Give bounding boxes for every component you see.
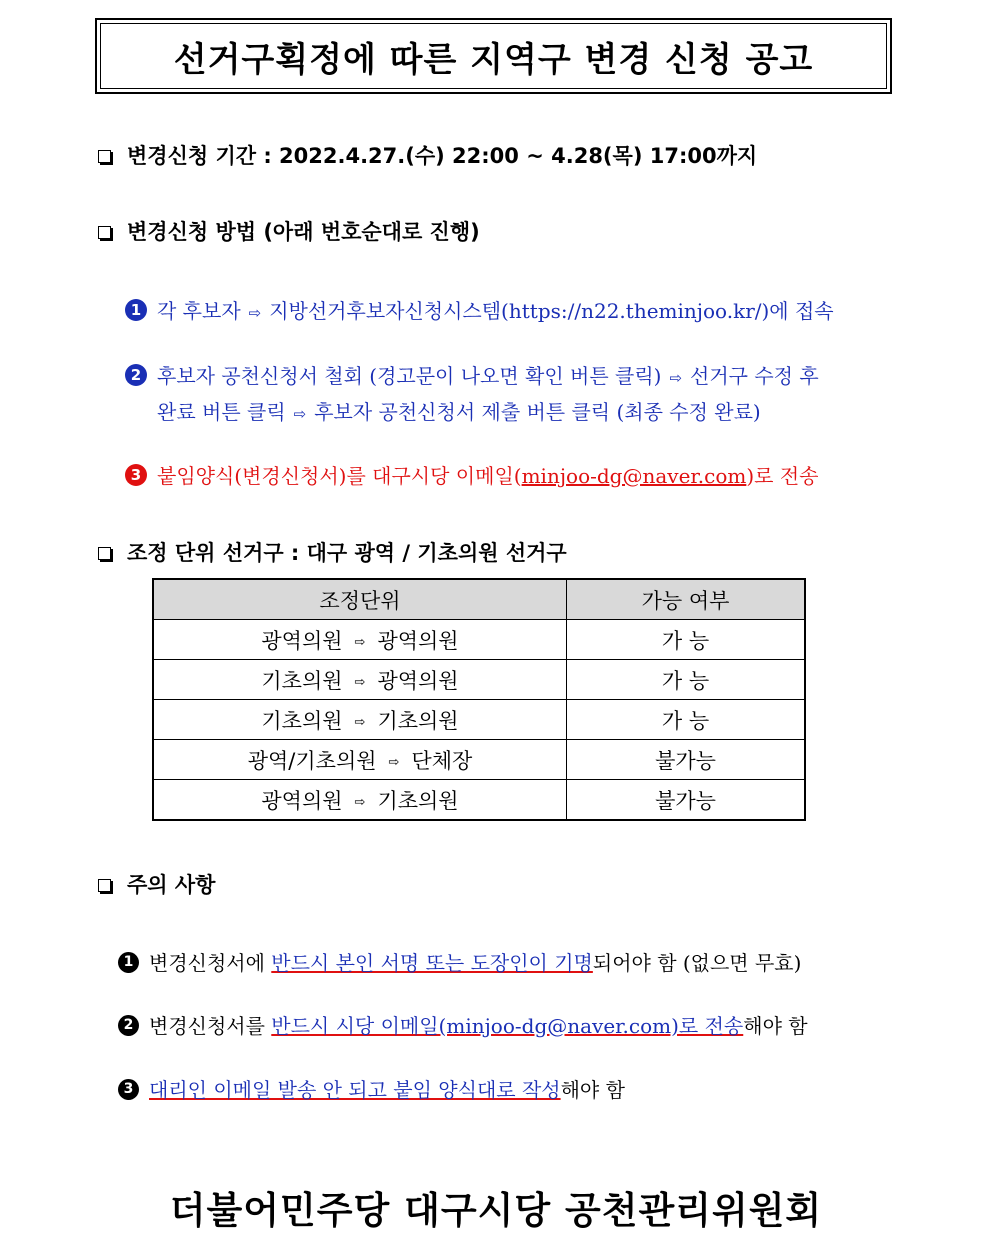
method-heading: 변경신청 방법 (아래 번호순대로 진행) xyxy=(127,220,480,244)
arrow-right-icon: ⇨ xyxy=(669,369,683,387)
circled-number-icon: 2 xyxy=(118,1015,139,1036)
row-from: 광역의원 xyxy=(261,628,343,653)
table-row xyxy=(153,740,805,780)
row-status: 가 능 xyxy=(567,700,806,740)
notes-section xyxy=(98,869,215,899)
note-3 xyxy=(118,1074,625,1103)
step-1-text-b: 지방선거후보자신청시스템(https://n22.theminjoo.kr/)에 접속 xyxy=(269,299,834,323)
note-1-post: 되어야 함 (없으면 무효) xyxy=(592,951,802,975)
step-2-line-2 xyxy=(157,396,761,425)
step-1 xyxy=(125,295,834,324)
note-1-highlight: 반드시 본인 서명 또는 도장인이 기명 xyxy=(271,951,593,975)
page-title: 선거구획정에 따른 지역구 변경 신청 공고 xyxy=(173,39,814,80)
period-text: 변경신청 기간 : 2022.4.27.(수) 22:00 ~ 4.28(목) 17:00까지 xyxy=(127,144,758,168)
arrow-right-icon: ⇨ xyxy=(354,714,366,730)
notes-heading: 주의 사항 xyxy=(127,873,216,897)
step-3-text-b: )로 전송 xyxy=(746,464,819,488)
square-bullet-icon xyxy=(98,547,111,560)
step-2-text-a: 후보자 공천신청서 철회 (경고문이 나오면 확인 버튼 클릭) xyxy=(157,364,662,388)
row-status: 불가능 xyxy=(567,740,806,780)
step-2-text-b: 선거구 수정 후 xyxy=(690,364,819,388)
table-row xyxy=(153,620,805,660)
row-to: 광역의원 xyxy=(377,668,459,693)
step-1-text-a: 각 후보자 xyxy=(157,299,241,323)
table-header-row xyxy=(153,579,805,620)
arrow-right-icon: ⇨ xyxy=(388,754,400,770)
title-box-inner xyxy=(100,23,887,89)
circled-number-icon: 3 xyxy=(125,464,147,486)
method-section xyxy=(98,216,480,246)
step-2 xyxy=(125,360,819,389)
footer-organization: 더불어민주당 대구시당 공천관리위원회 xyxy=(169,1189,823,1232)
circled-number-icon: 1 xyxy=(125,299,147,321)
note-2-pre: 변경신청서를 xyxy=(149,1014,272,1038)
arrow-right-icon: ⇨ xyxy=(293,405,307,423)
arrow-right-icon: ⇨ xyxy=(248,304,262,322)
table-row xyxy=(153,700,805,740)
step-3-text-a: 붙임양식(변경신청서)를 대구시당 이메일( xyxy=(157,464,522,488)
row-status: 가 능 xyxy=(567,620,806,660)
step-3-email-link[interactable]: minjoo-dg@naver.com xyxy=(521,464,747,488)
circled-number-icon: 3 xyxy=(118,1079,139,1100)
note-1-pre: 변경신청서에 xyxy=(149,951,272,975)
row-to: 기초의원 xyxy=(377,788,459,813)
row-from: 광역의원 xyxy=(261,788,343,813)
step-2-text-d: 후보자 공천신청서 제출 버튼 클릭 (최종 수정 완료) xyxy=(314,400,761,424)
note-3-highlight: 대리인 이메일 발송 안 되고 붙임 양식대로 작성 xyxy=(149,1078,561,1102)
square-bullet-icon xyxy=(98,150,111,163)
square-bullet-icon xyxy=(98,879,111,892)
row-to: 기초의원 xyxy=(377,708,459,733)
step-2-text-c: 완료 버튼 클릭 xyxy=(157,400,286,424)
note-1 xyxy=(118,947,801,976)
note-3-post: 해야 함 xyxy=(560,1078,625,1102)
row-to: 광역의원 xyxy=(377,628,459,653)
row-to: 단체장 xyxy=(411,748,473,773)
row-status: 불가능 xyxy=(567,780,806,821)
table-header-unit: 조정단위 xyxy=(153,579,567,620)
title-box xyxy=(95,18,892,94)
unit-heading: 조정 단위 선거구 : 대구 광역 / 기초의원 선거구 xyxy=(127,541,567,565)
adjustment-table xyxy=(152,578,806,821)
table-row xyxy=(153,660,805,700)
note-2-post: 해야 함 xyxy=(743,1014,808,1038)
arrow-right-icon: ⇨ xyxy=(354,674,366,690)
row-status: 가 능 xyxy=(567,660,806,700)
arrow-right-icon: ⇨ xyxy=(354,634,366,650)
row-from: 광역/기초의원 xyxy=(247,748,377,773)
unit-section xyxy=(98,537,567,567)
row-from: 기초의원 xyxy=(261,708,343,733)
circled-number-icon: 1 xyxy=(118,952,139,973)
table-header-possible: 가능 여부 xyxy=(567,579,806,620)
note-2 xyxy=(118,1010,808,1039)
circled-number-icon: 2 xyxy=(125,364,147,386)
arrow-right-icon: ⇨ xyxy=(354,794,366,810)
row-from: 기초의원 xyxy=(261,668,343,693)
period-section xyxy=(98,140,757,170)
step-3 xyxy=(125,460,818,489)
square-bullet-icon xyxy=(98,226,111,239)
note-2-highlight: 반드시 시당 이메일(minjoo-dg@naver.com)로 전송 xyxy=(271,1014,744,1038)
table-row xyxy=(153,780,805,821)
